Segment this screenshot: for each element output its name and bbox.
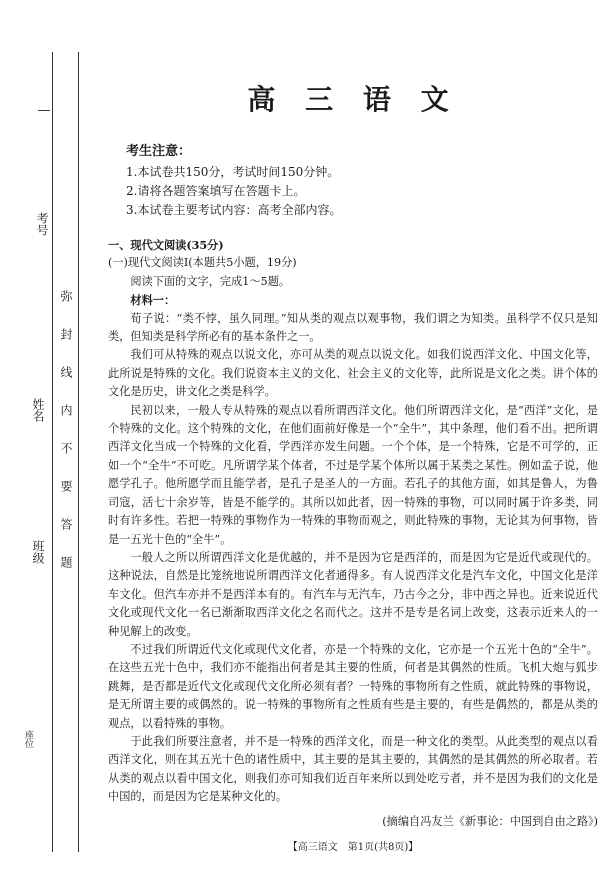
subsection-heading: (一)现代文阅读Ⅰ(本题共5小题，19分) bbox=[108, 256, 297, 270]
notice-heading: 考生注意： bbox=[126, 144, 192, 159]
binding-margin bbox=[0, 0, 100, 872]
paragraph: 于此我们所要注意者，并不是一特殊的西洋文化，而是一种文化的类型。从此类型的观点以看西洋文化，则在其五光十色的诸性质中，其主要的是其主要的，其偶然的是其偶然的所必取者。若从类的观点以看中国文化，则我们亦可知我们近百年来所以到处吃亏者，并不是因为我们的文化是中国的，而是因为它是某种文化的。 bbox=[108, 734, 598, 804]
exam-no-label: 考号 bbox=[35, 212, 49, 236]
page-title: 高 三 语 文 bbox=[247, 83, 459, 116]
seat-label: 座位 bbox=[23, 730, 33, 748]
paragraph: 荀子说：“类不悖，虽久同理。”知从类的观点以观事物，我们谓之为知类。虽科学不仅只是知类，但知类是科学所必有的基本条件之一。 bbox=[108, 311, 598, 344]
notice-item: 3.本试卷主要考试内容：高考全部内容。 bbox=[126, 203, 342, 217]
source-citation: (摘编自冯友兰《新事论：中国到自由之路》) bbox=[382, 814, 598, 828]
notice-item: 2.请将各题答案填写在答题卡上。 bbox=[126, 184, 306, 198]
paragraph: 一般人之所以所谓西洋文化是优越的，并不是因为它是西洋的，而是因为它是近代或现代的。这种说法，自然是比笼统地说所谓西洋文化者通得多。有人说西洋文化是汽车文化，中国文化是洋车文化。但汽车亦并不是西洋本有的。有汽车与无汽车，乃古今之分，非中西之异也。近来说近代文化或现代文化一名已渐渐取西洋文化之名而代之。这并不是专是名词上改变，这表示近来人的一种见解上的改变。 bbox=[108, 550, 598, 638]
section-heading: 一、现代文阅读(35分) bbox=[108, 238, 224, 252]
paragraph: 我们可从特殊的观点以说文化，亦可从类的观点以说文化。如我们说西洋文化、中国文化等，此所说是特殊的文化。我们说资本主义的文化、社会主义的文化等，此所说是文化之类。讲个体的文化是历史，讲文化之类是科学。 bbox=[108, 348, 598, 399]
reading-section bbox=[108, 236, 598, 831]
instruction: 阅读下面的文字，完成1～5题。 bbox=[130, 274, 291, 288]
exam-no-line bbox=[38, 110, 50, 111]
notice-box bbox=[126, 142, 341, 220]
binding-line-inner bbox=[78, 52, 79, 852]
paragraph: 民初以来，一般人专从特殊的观点以看所谓西洋文化。他们所谓西洋文化，是“西洋”文化，是个特殊的文化。这个特殊的文化，在他们面前好像是一个“全牛”，其中条理，他们看不出。把所谓西洋文化当成一个特殊的文化看，学西洋亦发生问题。一个个体，是一个特殊，它是不可学的，正如一个“全牛”不可吃。凡所谓学某个体者，不过是学某个体所以属于某类之某性。例如孟子说，他愿学孔子。他所愿学而且能学者，是孔子是圣人的一方面。若孔子的其他方面，如其是鲁人，为鲁司寇，活七十余岁等，皆是不能学的。其所以如此者，因一特殊的事物，可以同时属于许多类，同时有许多性。若把一特殊的事物作为一特殊的事物而观之，则此特殊的事物，无论其为何事物，皆是一五光十色的“全牛”。 bbox=[108, 403, 598, 546]
page-footer: 【高三语文 第1页(共8页)】 bbox=[287, 842, 419, 853]
main-content bbox=[108, 0, 598, 872]
material-label: 材料一： bbox=[130, 293, 176, 308]
notice-item: 1.本试卷共150分，考试时间150分钟。 bbox=[126, 165, 340, 179]
class-label: 班级 bbox=[31, 540, 45, 564]
binding-warning: 弥封线内不要答题 bbox=[59, 290, 73, 594]
name-label: 姓名 bbox=[31, 398, 45, 422]
binding-line-outer bbox=[52, 52, 53, 852]
paragraph: 不过我们所谓近代文化或现代文化者，亦是一个特殊的文化，它亦是一个五光十色的“全牛”。在这些五光十色中，我们亦不能指出何者是其主要的性质，何者是其偶然的性质。飞机大炮与狐步跳舞，是否都是近代文化或现代文化所必须有者？一特殊的事物所有之性质，就此特殊的事物说，是无所谓主要的或偶然的。说一特殊的事物所有之性质有些是主要的，有些是偶然的，都是从类的观点，以看特殊的事物。 bbox=[108, 642, 598, 730]
